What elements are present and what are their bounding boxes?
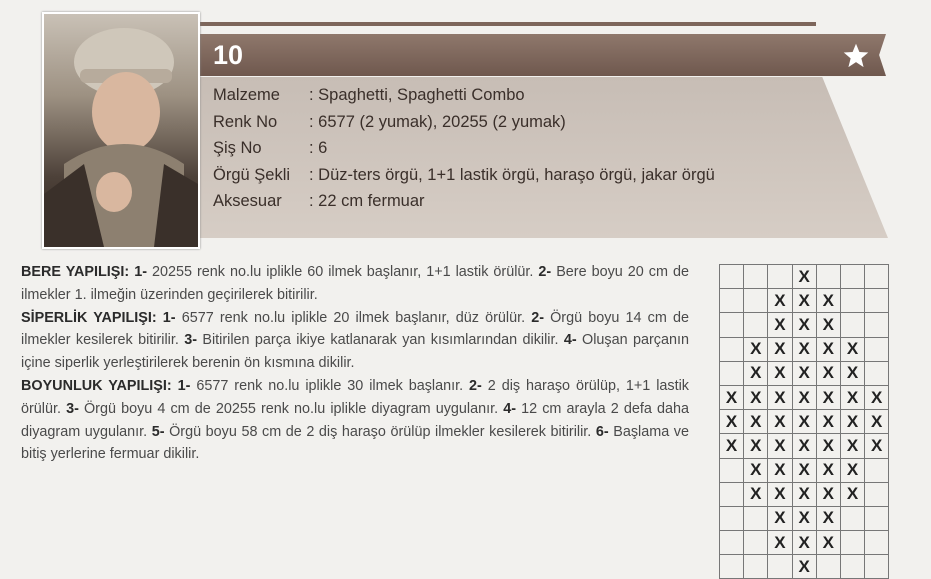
step-text: 12 cm arayla 2 defa daha diyagram uygulanır.	[21, 400, 689, 440]
spec-list	[213, 86, 715, 219]
diagram-cell-marked: X	[720, 410, 744, 434]
diagram-cell-marked: X	[793, 362, 817, 386]
diagram-cell-marked: X	[817, 362, 841, 386]
diagram-cell-empty	[865, 459, 889, 483]
diagram-cell-empty	[865, 289, 889, 313]
diagram-cell-marked: X	[865, 410, 889, 434]
diagram-cell-empty	[720, 531, 744, 555]
spec-row-color	[213, 113, 715, 140]
diagram-cell-marked: X	[817, 313, 841, 337]
diagram-cell-empty	[841, 313, 865, 337]
star-icon	[842, 42, 870, 70]
diagram-cell-marked: X	[865, 434, 889, 458]
diagram-cell-empty	[720, 338, 744, 362]
step-text: Başlama ve bitiş yerlerine fermuar dikilir.	[21, 423, 689, 463]
step-text: Örgü boyu 4 cm de 20255 renk no.lu iplikle diyagram uygulanır.	[78, 400, 504, 417]
diagram-cell-marked: X	[768, 507, 792, 531]
diagram-cell-marked: X	[744, 386, 768, 410]
pattern-number: 10	[213, 40, 244, 70]
diagram-cell-empty	[841, 507, 865, 531]
step-number: 1-	[162, 309, 176, 326]
diagram-cell-marked: X	[768, 459, 792, 483]
spec-row-material	[213, 86, 715, 113]
diagram-cell-marked: X	[744, 338, 768, 362]
spec-value: : 6577 (2 yumak), 20255 (2 yumak)	[309, 112, 566, 131]
step-text: Örgü boyu 14 cm de ilmekler kesilerek bitirilir.	[21, 309, 689, 349]
diagram-cell-empty	[817, 555, 841, 579]
section-title-bere: BERE YAPILIŞI:	[21, 264, 130, 280]
diagram-cell-empty	[841, 265, 865, 289]
diagram-cell-empty	[865, 338, 889, 362]
section-title-boyunluk: BOYUNLUK YAPILIŞI:	[21, 377, 172, 394]
diagram-cell-marked: X	[744, 483, 768, 507]
diagram-cell-marked: X	[720, 386, 744, 410]
diagram-cell-marked: X	[817, 507, 841, 531]
diagram-cell-empty	[720, 459, 744, 483]
step-number: 6-	[595, 423, 609, 440]
diagram-cell-empty	[817, 265, 841, 289]
diagram-cell-empty	[865, 507, 889, 531]
diagram-cell-marked: X	[768, 386, 792, 410]
model-illustration	[44, 14, 198, 247]
diagram-cell-empty	[720, 555, 744, 579]
step-text: 6577 renk no.lu iplikle 20 ilmek başlanır, düz örülür.	[175, 309, 532, 326]
spec-row-stitch	[213, 166, 715, 193]
diagram-cell-marked: X	[793, 483, 817, 507]
diagram-cell-empty	[744, 531, 768, 555]
diagram-cell-empty	[865, 362, 889, 386]
step-text: Örgü boyu 58 cm de 2 diş haraşo örülüp ilmekler kesilerek bitirilir.	[164, 423, 596, 440]
diagram-cell-marked: X	[744, 362, 768, 386]
diagram-cell-empty	[841, 555, 865, 579]
spec-value: : Spaghetti, Spaghetti Combo	[309, 86, 525, 104]
instructions-text	[21, 261, 689, 466]
diagram-cell-empty	[865, 313, 889, 337]
diagram-cell-empty	[720, 313, 744, 337]
diagram-cell-marked: X	[865, 386, 889, 410]
step-number: 2-	[469, 377, 482, 394]
diagram-cell-marked: X	[793, 507, 817, 531]
diagram-cell-empty	[865, 531, 889, 555]
step-number: 2-	[531, 309, 544, 326]
diagram-cell-empty	[720, 507, 744, 531]
step-number: 5-	[151, 423, 165, 440]
spec-label: Aksesuar	[213, 192, 282, 210]
diagram-cell-marked: X	[768, 531, 792, 555]
step-number: 1-	[134, 264, 147, 280]
diagram-cell-marked: X	[841, 459, 865, 483]
diagram-cell-marked: X	[744, 434, 768, 458]
spec-value: : 6	[309, 139, 328, 157]
diagram-cell-empty	[768, 265, 792, 289]
diagram-cell-marked: X	[793, 459, 817, 483]
diagram-cell-marked: X	[744, 459, 768, 483]
diagram-cell-marked: X	[841, 386, 865, 410]
step-text: Bere boyu 20 cm de ilmekler 1. ilmeğin üzerinden geçirilerek bitirilir.	[21, 264, 689, 303]
diagram-cell-marked: X	[768, 289, 792, 313]
diagram-cell-empty	[768, 555, 792, 579]
diagram-cell-empty	[841, 289, 865, 313]
diagram-cell-marked: X	[841, 362, 865, 386]
diagram-cell-empty	[720, 483, 744, 507]
step-number: 3-	[66, 400, 79, 417]
diagram-cell-marked: X	[793, 434, 817, 458]
diagram-cell-marked: X	[768, 434, 792, 458]
diagram-cell-marked: X	[768, 410, 792, 434]
step-text: 20255 renk no.lu iplikle 60 ilmek başlanır, 1+1 lastik örülür.	[146, 264, 539, 280]
step-number: 3-	[184, 332, 198, 349]
diagram-cell-marked: X	[817, 483, 841, 507]
diagram-cell-marked: X	[793, 555, 817, 579]
diagram-cell-marked: X	[793, 410, 817, 434]
diagram-cell-marked: X	[793, 531, 817, 555]
diagram-cell-marked: X	[817, 289, 841, 313]
diagram-cell-marked: X	[744, 410, 768, 434]
spec-label: Malzeme	[213, 86, 280, 104]
diagram-cell-marked: X	[793, 313, 817, 337]
diagram-cell-empty	[720, 362, 744, 386]
diagram-cell-marked: X	[841, 410, 865, 434]
diagram-cell-marked: X	[793, 338, 817, 362]
spec-value: : Düz-ters örgü, 1+1 lastik örgü, haraşo örgü, jakar örgü	[309, 165, 715, 184]
header-top-line	[196, 22, 816, 26]
diagram-cell-marked: X	[768, 362, 792, 386]
spec-row-accessory	[213, 192, 715, 219]
knitting-diagram	[719, 264, 889, 579]
diagram-cell-marked: X	[793, 289, 817, 313]
model-photo	[42, 12, 200, 249]
diagram-cell-marked: X	[841, 338, 865, 362]
diagram-cell-marked: X	[841, 483, 865, 507]
spec-label: Şiş No	[213, 139, 262, 157]
diagram-cell-marked: X	[841, 434, 865, 458]
step-number: 4-	[503, 400, 517, 417]
step-number: 2-	[538, 264, 552, 280]
diagram-cell-empty	[744, 265, 768, 289]
diagram-cell-marked: X	[817, 531, 841, 555]
spec-label: Renk No	[213, 112, 278, 131]
step-number: 4-	[563, 332, 577, 349]
diagram-cell-empty	[720, 289, 744, 313]
step-text: Oluşan parçanın içine siperlik yerleştirilerek berenin ön kısmına dikilir.	[21, 332, 689, 372]
step-text: Bitirilen parça ikiye katlanarak yan kısımlarından dikilir.	[197, 332, 564, 349]
diagram-cell-empty	[744, 555, 768, 579]
section-title-siperlik: SİPERLİK YAPILIŞI:	[21, 309, 157, 326]
spec-row-needle	[213, 139, 715, 166]
diagram-cell-marked: X	[793, 265, 817, 289]
diagram-cell-empty	[744, 507, 768, 531]
diagram-cell-empty	[720, 265, 744, 289]
diagram-cell-marked: X	[817, 386, 841, 410]
diagram-cell-marked: X	[768, 483, 792, 507]
diagram-cell-empty	[865, 483, 889, 507]
diagram-cell-empty	[744, 289, 768, 313]
header-band	[196, 34, 886, 76]
spec-value: : 22 cm fermuar	[309, 192, 425, 210]
diagram-cell-marked: X	[768, 313, 792, 337]
step-text: 2 diş haraşo örülüp, 1+1 lastik örülür.	[21, 377, 689, 417]
diagram-cell-marked: X	[793, 386, 817, 410]
diagram-cell-marked: X	[817, 459, 841, 483]
diagram-cell-empty	[841, 531, 865, 555]
diagram-cell-empty	[865, 265, 889, 289]
diagram-cell-marked: X	[817, 434, 841, 458]
diagram-cell-marked: X	[768, 338, 792, 362]
step-number: 1-	[177, 377, 191, 394]
diagram-cell-marked: X	[817, 410, 841, 434]
diagram-cell-marked: X	[720, 434, 744, 458]
diagram-cell-empty	[865, 555, 889, 579]
diagram-cell-marked: X	[817, 338, 841, 362]
spec-label: Örgü Şekli	[213, 165, 291, 184]
step-text: 6577 renk no.lu iplikle 30 ilmek başlanır.	[190, 377, 470, 394]
diagram-cell-empty	[744, 313, 768, 337]
